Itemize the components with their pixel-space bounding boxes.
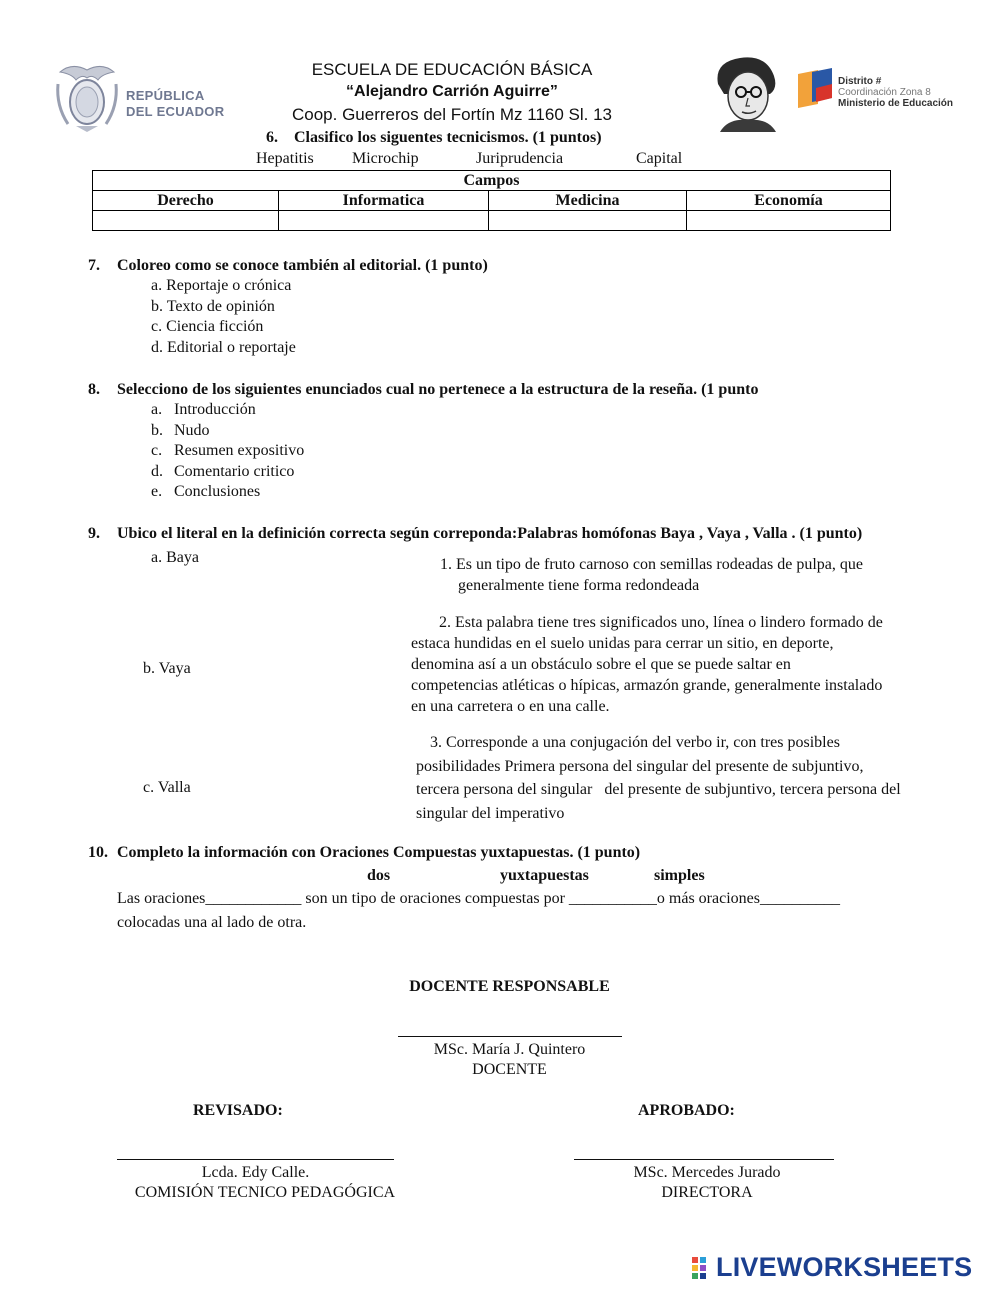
q7-option-b[interactable]: b. Texto de opinión [151,298,275,315]
q8-option-text: Conclusiones [174,483,261,500]
q8-option-b[interactable] [151,422,210,440]
q8-option-letter: a. [151,401,163,418]
q10-sentence-line-2: colocadas una al lado de otra. [117,914,307,931]
revisado-name: Lcda. Edy Calle. [201,1164,310,1181]
district-label: Distrito # [838,76,882,87]
q6-number: 6. [266,129,278,146]
q8-option-text: Resumen expositivo [174,442,305,459]
q6-word-4: Capital [636,150,683,167]
definition-line: posibilidades Primera persona del singular del presente de subjuntivo, [416,757,864,775]
school-name-heading: “Alejandro Carrión Aguirre” [346,83,558,100]
q8-option-a[interactable] [151,401,256,419]
definition-line: tercera persona del singular del presente de subjuntivo, tercera persona del [416,781,901,798]
answer-cell-derecho[interactable] [93,211,279,231]
q8-option-e[interactable] [151,483,260,501]
q10-word-simples: simples [654,867,705,884]
docente-role: DOCENTE [472,1061,547,1078]
del-ecuador-label: DEL ECUADOR [126,104,225,119]
q9-number: 9. [88,525,100,542]
docente-responsable-title: DOCENTE RESPONSABLE [409,978,610,995]
q6-word-1: Hepatitis [256,150,314,167]
q10-word-yuxtapuestas: yuxtapuestas [500,867,589,884]
q8-option-c[interactable] [151,442,304,460]
q7-title: Coloreo como se conoce también al editorial. (1 punto) [117,257,488,274]
republica-label: REPÚBLICA [126,88,205,103]
aprobado-title: APROBADO: [638,1102,735,1119]
q8-option-text: Nudo [174,422,210,439]
q8-option-letter: c. [151,442,163,459]
docente-signature-line [398,1036,622,1037]
definition-line: en una carretera o en una calle. [411,698,610,715]
q10-number: 10. [88,844,108,861]
q6-word-2: Microchip [352,150,419,167]
portrait-illustration [704,54,788,132]
column-medicina: Medicina [489,191,687,211]
school-address: Coop. Guerreros del Fortín Mz 1160 Sl. 13 [291,105,612,124]
aprobado-name: MSc. Mercedes Jurado [633,1164,781,1181]
revisado-role: COMISIÓN TECNICO PEDAGÓGICA [134,1184,396,1201]
q8-option-letter: b. [151,422,163,439]
q9-definition-2 [411,612,883,717]
definition-line: 2. Esta palabra tiene tres significados uno, línea o lindero formado de [439,614,883,631]
definition-line: denomina así a un obstáculo sobre el que se puede saltar en [411,656,791,673]
q10-sentence-line-1: Las oraciones____________ son un tipo de oraciones compuestas por ___________o más oraciones__________ [117,890,840,907]
aprobado-role: DIRECTORA [661,1184,753,1201]
liveworksheets-brand: LIVEWORKSHEETS [716,1252,973,1282]
column-economia: Economía [687,191,891,211]
q7-number: 7. [88,257,100,274]
q7-option-a[interactable]: a. Reportaje o crónica [151,277,292,294]
ministry-logo-icon [796,68,834,110]
campos-table [92,170,891,231]
campos-header: Campos [93,171,891,191]
q9-title: Ubico el literal en la definición correcta según correponda:Palabras homófonas Baya , Vaya , Valla . (1 punto) [117,525,863,542]
answer-cell-medicina[interactable] [489,211,687,231]
docente-name: MSc. María J. Quintero [433,1041,586,1058]
school-type-heading: ESCUELA DE EDUCACIÓN BÁSICA [311,60,593,79]
q6-heading [266,129,602,147]
q8-option-letter: d. [151,463,163,480]
q9-word-valla[interactable]: c. Valla [143,779,191,796]
column-derecho: Derecho [93,191,279,211]
aprobado-signature-line [574,1159,834,1160]
definition-line: estaca hundidas en el suelo unidas para cerrar un sitio, en deporte, [411,635,834,652]
q9-definition-3 [416,731,901,825]
q8-option-text: Comentario critico [174,463,295,480]
revisado-title: REVISADO: [193,1102,283,1119]
definition-line: 1. Es un tipo de fruto carnoso con semillas rodeadas de pulpa, que [440,556,863,573]
revisado-signature-line [117,1159,394,1160]
q6-title: Clasifico los siguentes tecnicismos. (1 puntos) [294,129,602,146]
column-informatica: Informatica [279,191,489,211]
definition-line: 3. Corresponde a una conjugación del verbo ir, con tres posibles [430,734,840,751]
q9-definition-1 [411,554,863,596]
q8-option-text: Introducción [174,401,256,418]
q8-option-letter: e. [151,483,163,500]
q8-option-d[interactable] [151,463,294,481]
q7-option-c[interactable]: c. Ciencia ficción [151,318,264,335]
liveworksheets-icon [692,1257,714,1281]
definition-line: generalmente tiene forma redondeada [458,577,700,594]
definition-line: singular del imperativo [416,804,565,822]
answer-cell-informatica[interactable] [279,211,489,231]
coordination-label: Coordinación Zona 8 [838,87,931,98]
q10-word-dos: dos [367,867,391,884]
q7-option-d[interactable]: d. Editorial o reportaje [151,339,296,356]
definition-line: competencias atléticas o hípicas, armazón grande, generalmente instalado [411,677,883,694]
q8-title: Selecciono de los siguientes enunciados cual no pertenece a la estructura de la reseña. (1 punto [117,381,759,398]
q8-number: 8. [88,381,100,398]
q6-word-3: Juriprudencia [476,150,564,167]
ministry-label: Ministerio de Educación [838,98,954,109]
q9-word-vaya[interactable]: b. Vaya [143,660,191,677]
answer-cell-economia[interactable] [687,211,891,231]
q9-word-baya[interactable]: a. Baya [151,549,199,566]
q10-title: Completo la información con Oraciones Compuestas yuxtapuestas. (1 punto) [117,844,641,861]
